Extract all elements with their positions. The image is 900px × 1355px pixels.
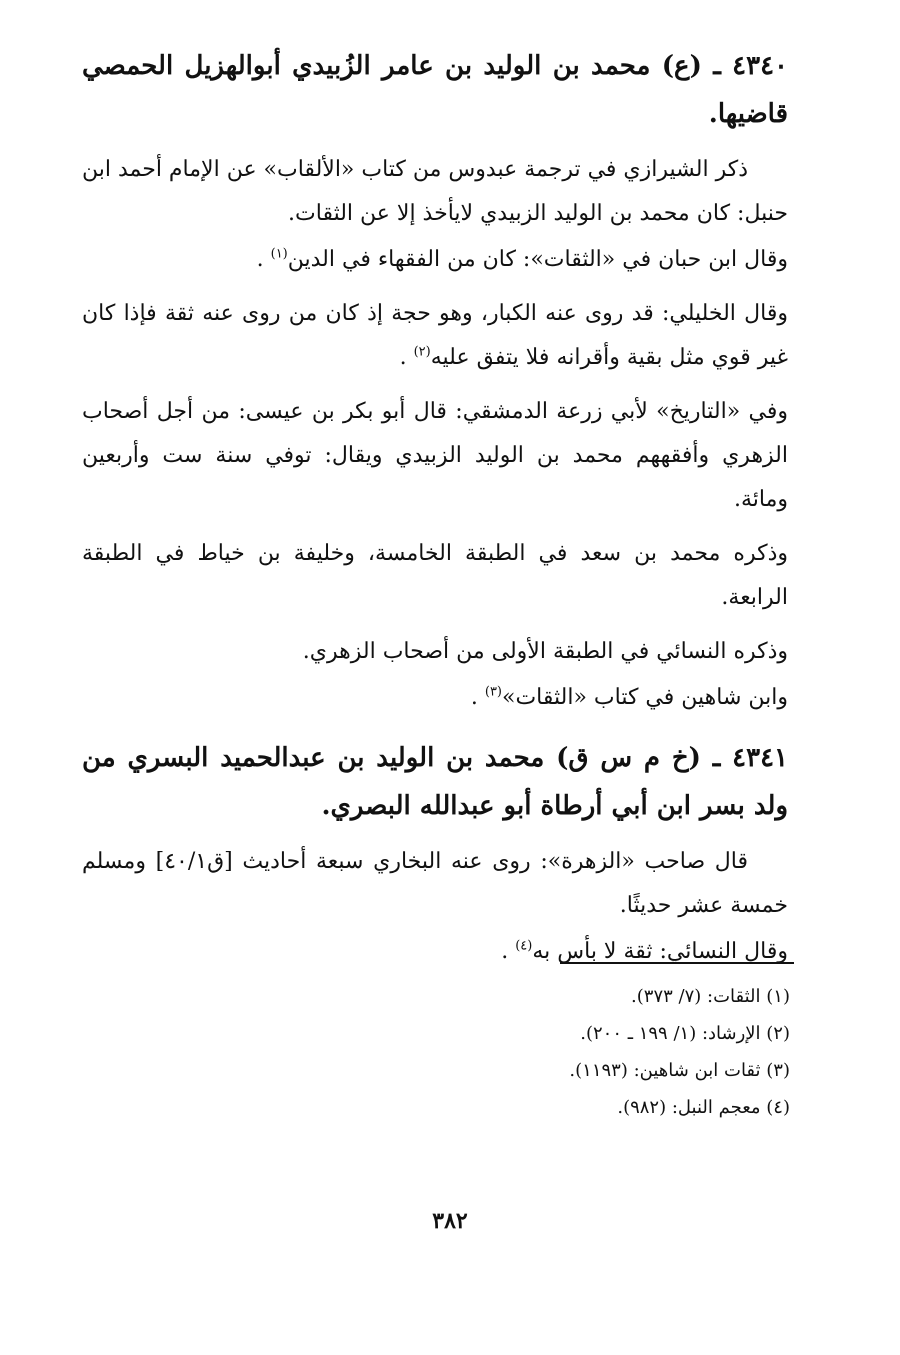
paragraph-zahra: قال صاحب «الزهرة»: روى عنه البخاري سبعة أحاديث [ق٤٠/١] ومسلم خمسة عشر حديثًا. [82,849,788,918]
paragraph-ibn-saad: وذكره محمد بن سعد في الطبقة الخامسة، وخليفة بن خياط في الطبقة الرابعة. [82,541,788,610]
main-text [82,42,788,974]
paragraph-text: وقال ابن حبان في «الثقات»: كان من الفقهاء في الدين [287,247,788,272]
footnote-separator [560,962,794,964]
paragraph-khalili: وقال الخليلي: قد روى عنه الكبار، وهو حجة إذ كان من روى عنه ثقة فإذا كان غير قوي مثل بقية وأقرانه فلا يتفق عليه$^{(٢)}$ . [82,301,788,370]
paragraph-nasai-thiqa: وقال النسائي: ثقة لا بأس به$^{(٤)}$ . [501,938,788,964]
footnote-1: (١) الثقات: (٧/ ٣٧٣). [631,986,790,1007]
footnote-2: (٢) الإرشاد: (١/ ١٩٩ ـ ٢٠٠). [580,1023,790,1044]
paragraph-abu-zura: وفي «التاريخ» لأبي زرعة الدمشقي: قال أبو بكر بن عيسى: من أجل أصحاب الزهري وأفقههم محمد بن الوليد الزبيدي ويقال: توفي سنة ست وأربعين ومائة. [82,399,788,512]
paragraph-nasai: وذكره النسائي في الطبقة الأولى من أصحاب الزهري. [302,639,788,664]
footnote-4: (٤) معجم النبل: (٩٨٢). [617,1097,790,1118]
paragraph-text: وابن شاهين في كتاب «الثقات» [502,685,788,710]
footnote-ref-4: (٤) [515,938,533,954]
paragraph-text: وقال النسائي: ثقة لا بأس به [532,939,788,964]
footnote-3: (٣) ثقات ابن شاهين: (١١٩٣). [569,1060,790,1081]
page-number: ٣٨٢ [432,1208,468,1234]
footnotes [190,978,790,1126]
paragraph-shirazi: ذكر الشيرازي في ترجمة عبدوس من كتاب «الألقاب» عن الإمام أحمد ابن حنبل: كان محمد بن الوليد الزبيدي لايأخذ إلا عن الثقات. [81,157,788,226]
footnote-ref-3: (٣) [484,684,502,700]
entry-heading-4340: ٤٣٤٠ ـ (ع) محمد بن الوليد بن عامر الزُبيدي أبوالهزيل الحمصي قاضيها. [82,51,788,129]
footnote-ref-1: (١) [270,246,288,262]
paragraph-ibn-shahin: وابن شاهين في كتاب «الثقات»$^{(٣)}$ . [470,684,788,710]
paragraph-ibn-hibban: وقال ابن حبان في «الثقات»: كان من الفقهاء في الدين$^{(١)}$ . [256,246,788,272]
paragraph-text: وقال الخليلي: قد روى عنه الكبار، وهو حجة إذ كان من روى عنه ثقة فإذا كان غير قوي مثل بقية وأقرانه فلا يتفق عليه [82,301,788,370]
footnote-ref-2: (٢) [413,344,431,360]
entry-heading-4341: ٤٣٤١ ـ (خ م س ق) محمد بن الوليد بن عبدالحميد البسري من ولد بسر ابن أبي أرطاة أبو عبدالله البصري. [82,743,788,821]
